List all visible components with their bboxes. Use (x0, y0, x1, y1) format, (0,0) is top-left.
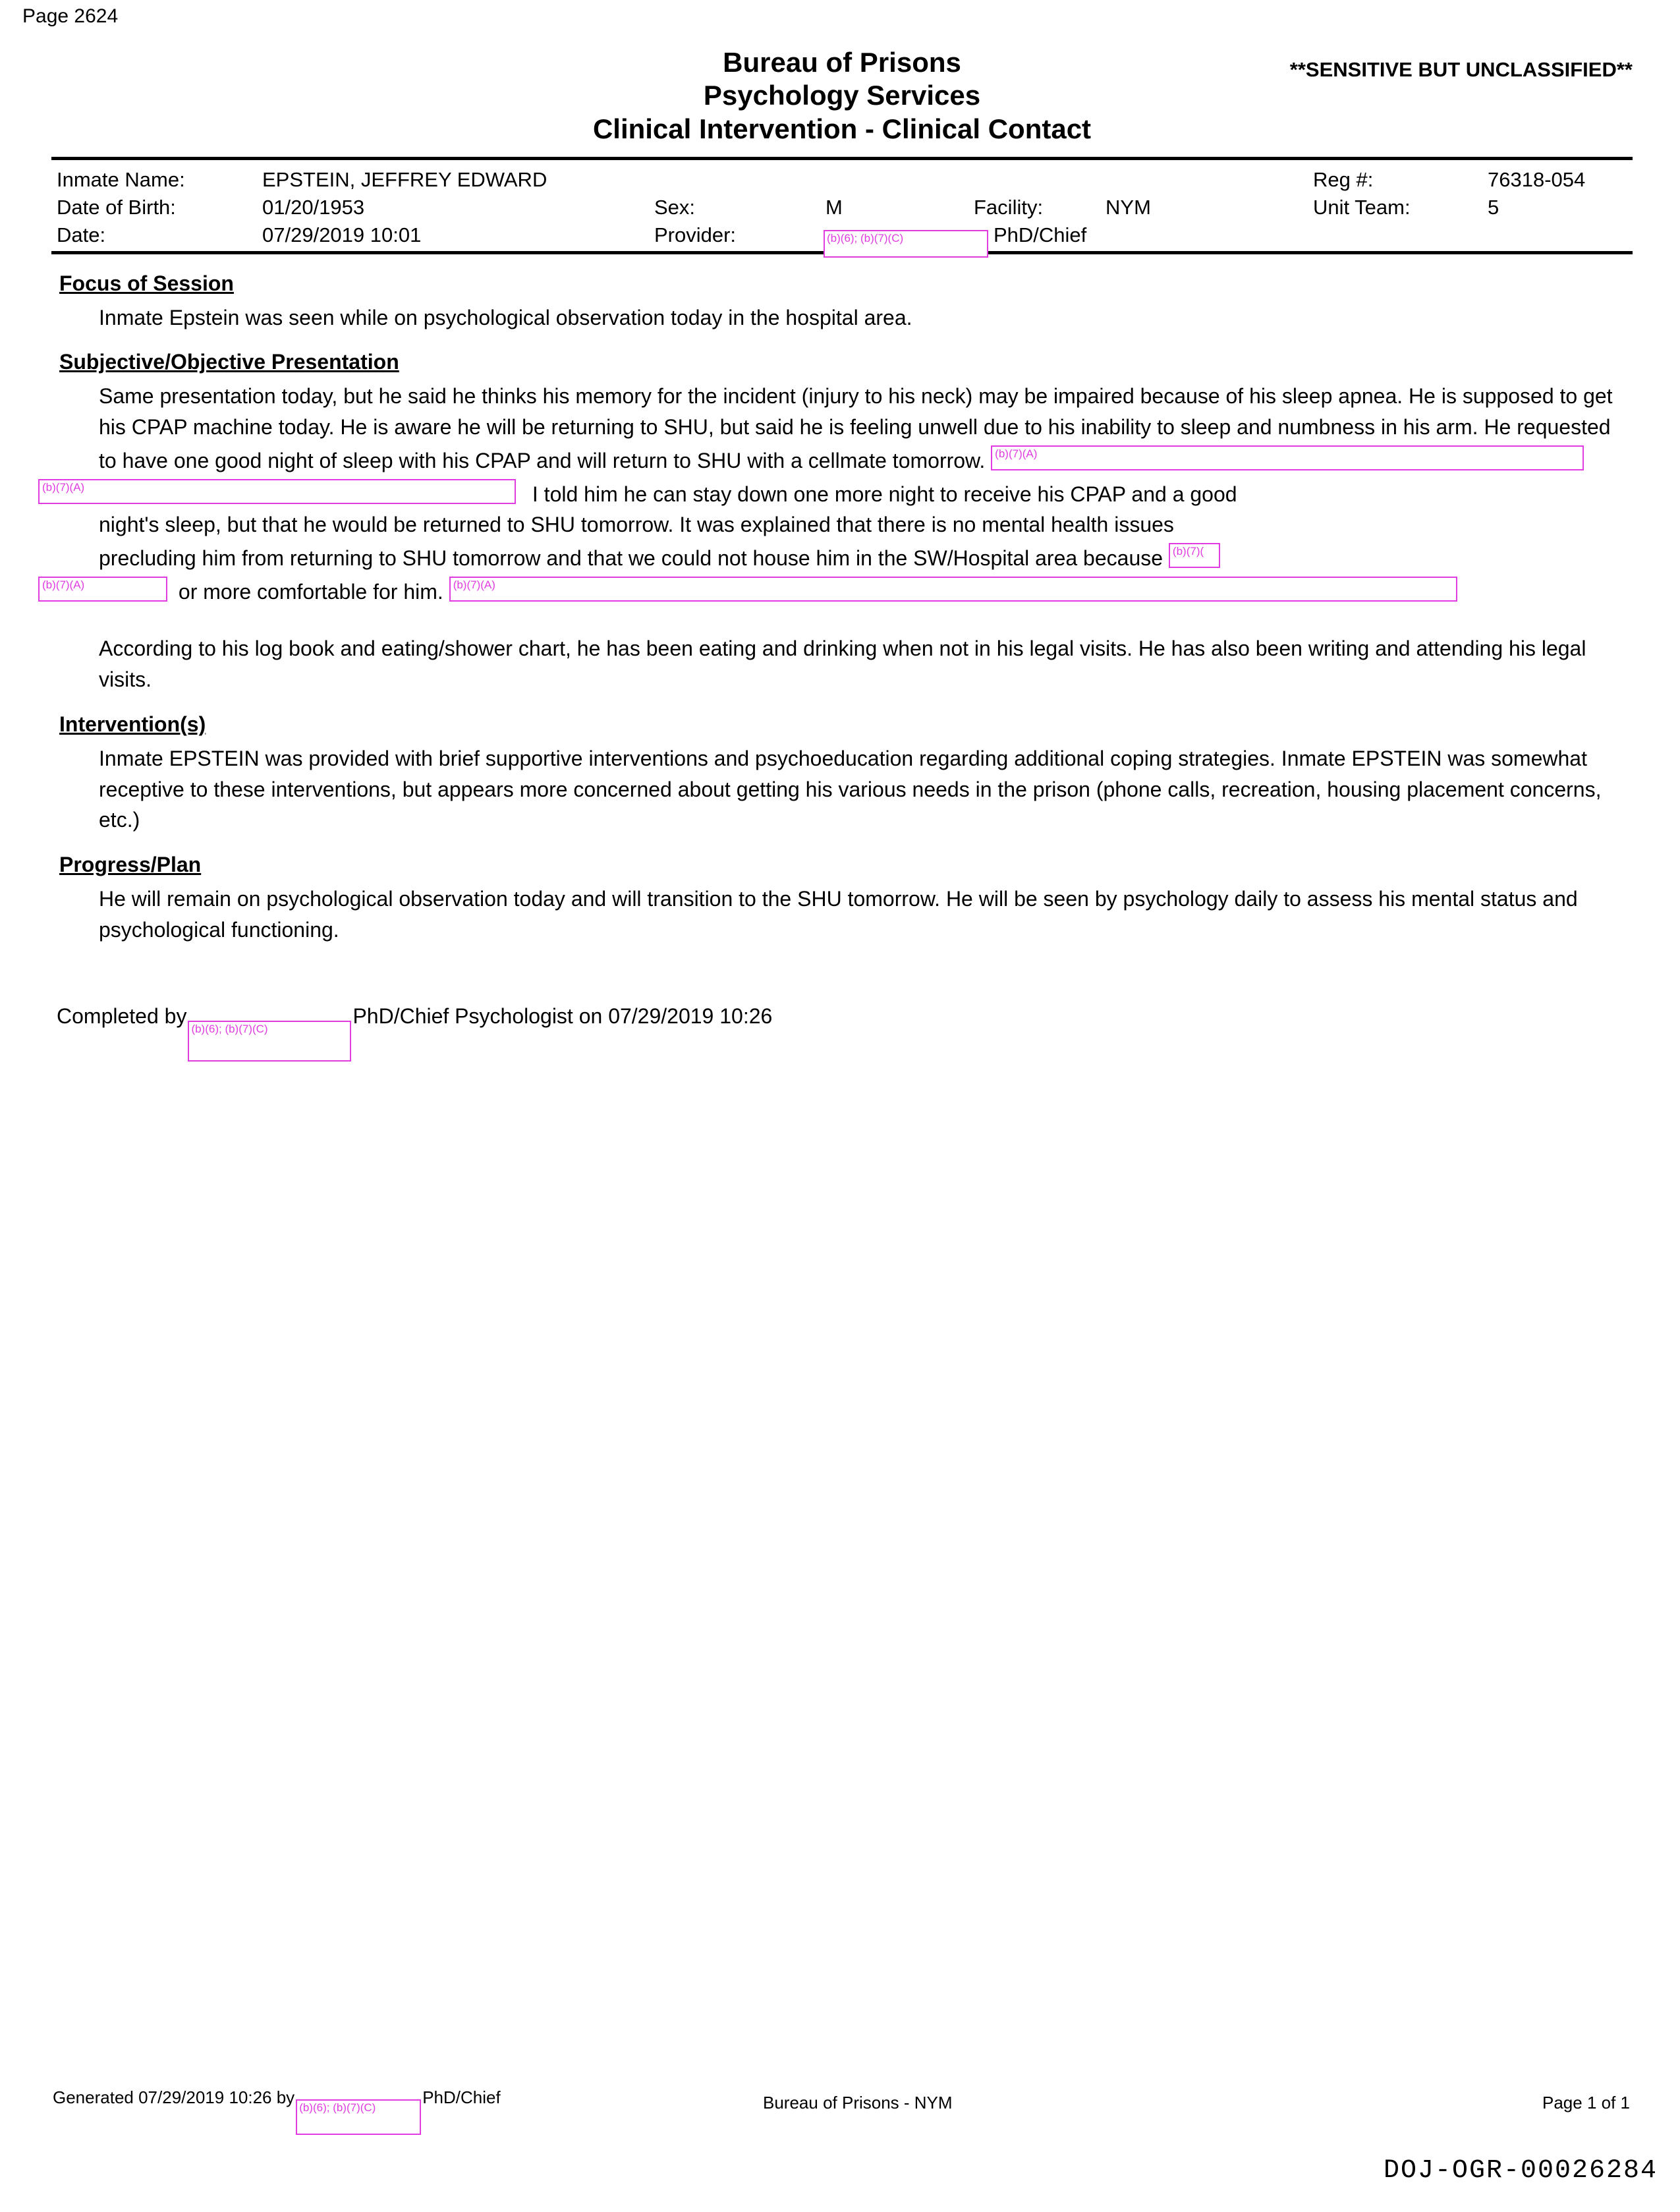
section-text-progress: He will remain on psychological observation today and will transition to the SHU tomorrow. He will be seen by psychology daily to assess his mental status and psychological functioning. (99, 887, 1578, 942)
header-line-psychology: Psychology Services (703, 79, 981, 111)
info-row-dob (51, 197, 1633, 221)
section-heading-focus: Focus of Session (59, 271, 234, 295)
facility-value: NYM (1106, 195, 1151, 219)
redaction-box-b7a-2 (38, 479, 516, 504)
subjective-part-4: precluding him from returning to SHU tomorrow and that we could not house him in the SW/Hospital area because (99, 546, 1163, 570)
patient-info-table (51, 160, 1633, 248)
section-text-subjective-5 (38, 574, 1626, 608)
section-text-focus: Inmate Epstein was seen while on psychological observation today in the hospital area. (99, 305, 912, 329)
redaction-tag: (b)(7)(A) (995, 447, 1038, 460)
footer-page-number: Page 1 of 1 (1542, 2093, 1630, 2113)
unit-team-value: 5 (1488, 195, 1499, 219)
header-line-bureau: Bureau of Prisons (723, 47, 961, 78)
dob-label: Date of Birth: (57, 195, 176, 219)
completed-by-prefix: Completed by (57, 1004, 187, 1029)
section-text-subjective-2 (38, 476, 1626, 510)
unit-team-label: Unit Team: (1313, 195, 1411, 219)
footer-generated-prefix: Generated 07/29/2019 10:26 by (53, 2087, 295, 2107)
provider-value: PhD/Chief (994, 223, 1087, 246)
redaction-box-b7a-1 (991, 445, 1584, 470)
date-value: 07/29/2019 10:01 (262, 223, 422, 246)
page-label: Page 2624 (22, 5, 119, 27)
sex-label: Sex: (654, 195, 696, 219)
redaction-tag: (b)(7)(A) (42, 578, 85, 591)
section-text-subjective-1 (99, 381, 1626, 476)
completed-by-suffix: PhD/Chief Psychologist on 07/29/2019 10:26 (352, 1004, 773, 1029)
reg-number-value: 76318-054 (1488, 167, 1586, 191)
footer-generated-suffix: PhD/Chief (422, 2087, 501, 2107)
section-text-subjective-4 (99, 540, 1626, 574)
info-row-name (51, 169, 1633, 193)
provider-label: Provider: (654, 223, 737, 246)
paragraph-spacer (51, 607, 1633, 633)
sensitive-banner: **SENSITIVE BUT UNCLASSIFIED** (1289, 58, 1633, 81)
sex-value: M (826, 195, 843, 219)
document-header (51, 46, 1633, 148)
section-text-intervention: Inmate EPSTEIN was provided with brief supportive interventions and psychoeducation regarding additional coping strategies. Inmate EPSTEIN was somewhat receptive to these interventions, but appears more concerned about getting his various needs in the prison (phone calls, recreation, housing placement concerns, etc.) (99, 746, 1602, 832)
redaction-tag: (b)(7)(A) (42, 480, 85, 494)
redaction-b6-b7c-footer: (b)(6); (b)(7)(C) (296, 2099, 421, 2135)
subjective-part-1: Same presentation today, but he said he thinks his memory for the incident (injury to his neck) may be impaired because of his sleep apnea. He is supposed to get his CPAP machine today. He is aware he will be returning to SHU, but said he is feeling unwell due to his inability to sleep and numbness in his arm. He requested to have one good night of sleep with his CPAP and will return to SHU with a cellmate tomorrow. (99, 384, 1613, 472)
document-body (42, 46, 1633, 1052)
redaction-b6-b7c-completed: (b)(6); (b)(7)(C) (188, 1021, 351, 1062)
section-heading-subjective: Subjective/Objective Presentation (59, 350, 399, 374)
section-text-subjective-3: night's sleep, but that he would be returned to SHU tomorrow. It was explained that there is no mental health issues (99, 513, 1174, 537)
footer-institution: Bureau of Prisons - NYM (763, 2093, 953, 2113)
redaction-b6-b7c: (b)(6); (b)(7)(C) (824, 230, 988, 258)
footer-generated (53, 2087, 501, 2127)
bates-number: DOJ-OGR-00026284 (1383, 2156, 1658, 2186)
inmate-name-label: Inmate Name: (57, 167, 185, 191)
dob-value: 01/20/1953 (262, 195, 365, 219)
redaction-tag: (b)(7)(A) (453, 578, 495, 591)
reg-number-label: Reg #: (1313, 167, 1374, 191)
inmate-name-value: EPSTEIN, JEFFREY EDWARD (262, 167, 547, 191)
date-label: Date: (57, 223, 106, 246)
provider-redaction-box (822, 221, 990, 254)
section-heading-progress: Progress/Plan (59, 853, 202, 877)
subjective-part-5: or more comfortable for him. (178, 579, 443, 604)
section-text-subjective-paragraph-2: According to his log book and eating/shower chart, he has been eating and drinking when not in his legal visits. He has also been writing and attending his legal visits. (99, 637, 1586, 692)
redaction-box-b7a-4 (38, 577, 167, 602)
info-row-date (51, 225, 1633, 248)
redaction-box-b7a-3 (1169, 543, 1220, 568)
redaction-box-b7a-5 (449, 577, 1457, 602)
subjective-part-2: I told him he can stay down one more night to receive his CPAP and a good (532, 482, 1237, 506)
facility-label: Facility: (974, 195, 1044, 219)
section-heading-intervention: Intervention(s) (59, 712, 206, 736)
header-line-title: Clinical Intervention - Clinical Contact (592, 113, 1092, 145)
completed-by-line (57, 1004, 1633, 1052)
redaction-tag: (b)(7)( (1172, 545, 1204, 557)
